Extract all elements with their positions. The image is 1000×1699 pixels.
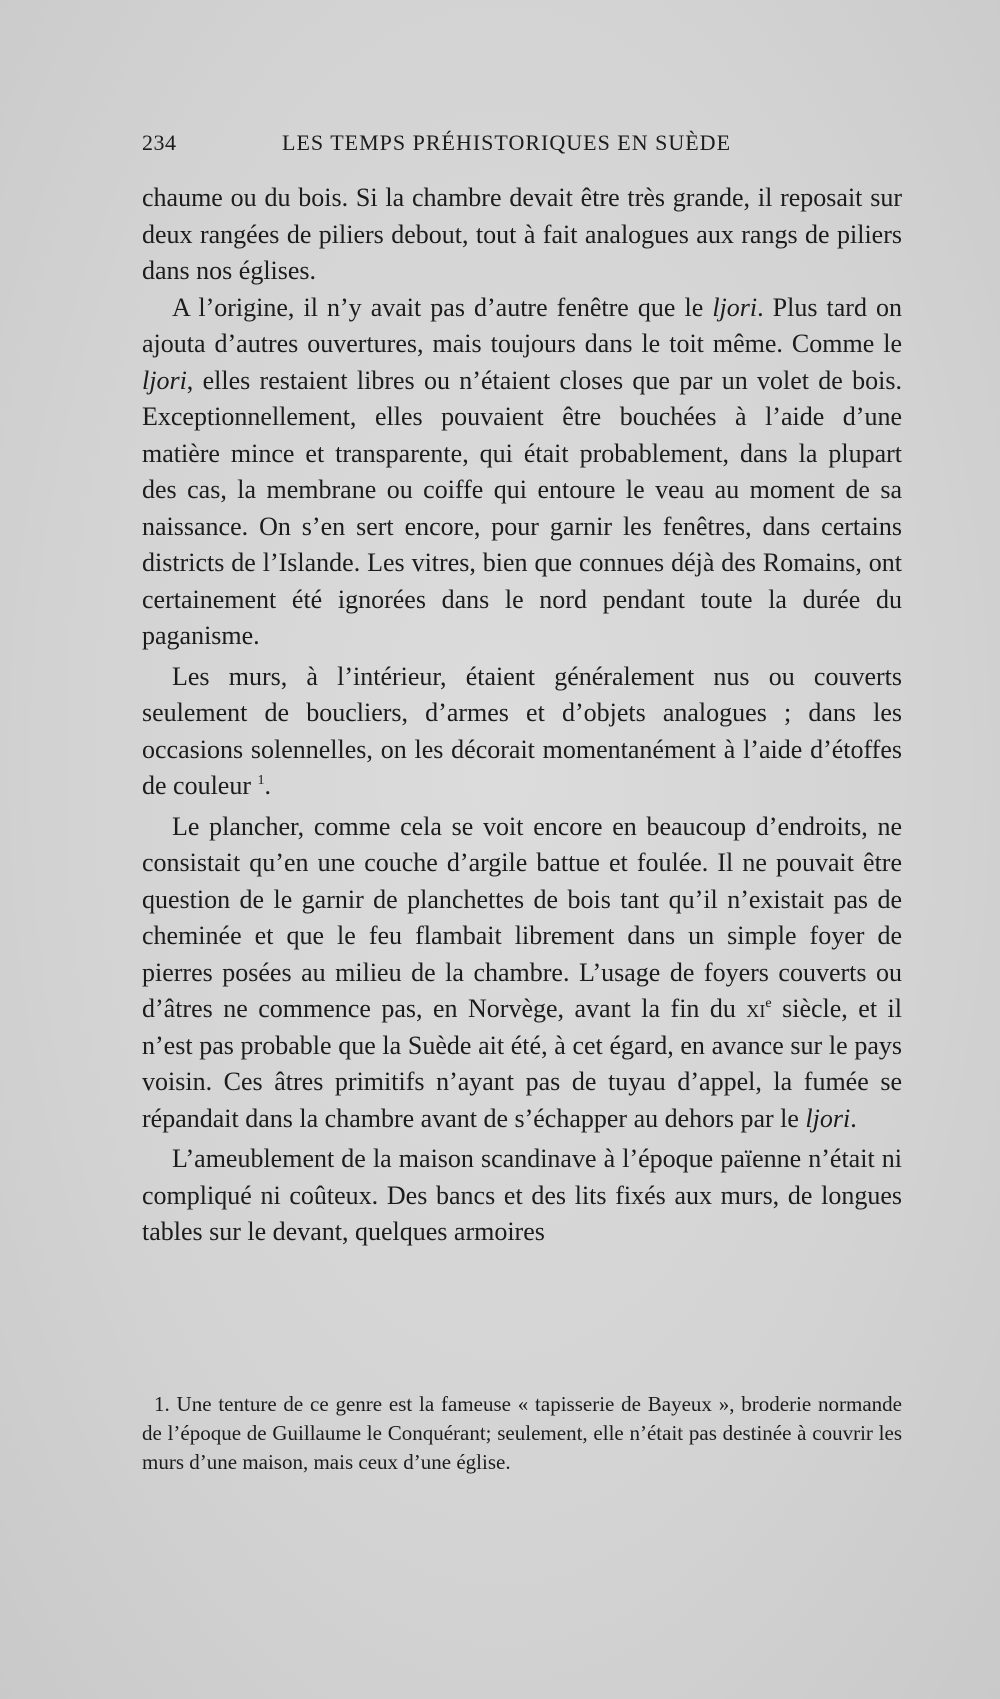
paragraph-4 — [142, 809, 902, 1138]
paragraph-2-text-b: . Plus tard on ajouta d’autres ouvertures, mais toujours dans le toit même. Comme le — [142, 292, 902, 358]
paragraph-4-text-a: Le plancher, comme cela se voit encore en beaucoup d’endroits, ne consistait qu’en une couche d’argile battue et foulée. Il ne pouvait être question de le garnir de planchettes de bois tant qu’il n’existait pas de cheminée et que le feu flambait librement dans un simple foyer de pierres posées au milieu de la chambre. L’usage de foyers couverts ou d’âtres ne commence pas, en Norvège, avant la fin du — [142, 811, 902, 1023]
paragraph-3-text-a: Les murs, à l’intérieur, étaient généralement nus ou couverts seulement de boucliers, d’armes et d’objets analogues ; dans les occasions solennelles, on les décorait momentanément à l’aide d’étoffes de couleur — [142, 661, 902, 800]
running-title: LES TEMPS PRÉHISTORIQUES EN SUÈDE — [282, 130, 732, 155]
paragraph-2-text-a: A l’origine, il n’y avait pas d’autre fenêtre que le — [172, 292, 713, 322]
page-number: 234 — [142, 130, 177, 155]
century-numeral: xi — [746, 994, 766, 1023]
italic-term-ljori: ljori — [142, 365, 187, 395]
paragraph-5: L’ameublement de la maison scandinave à l’époque païenne n’était ni compliqué ni coûteux. Des bancs et des lits fixés aux murs, de longues tables sur le devant, quelques armoires — [142, 1144, 902, 1246]
running-header — [142, 130, 902, 162]
footnote-reference[interactable]: 1 — [257, 773, 265, 788]
paragraph-3-text-b: . — [264, 771, 272, 800]
paragraph-4-text-c: . — [850, 1103, 857, 1133]
paragraph-4-text-b: siècle, et il n’est pas probable que la Suède ait été, à cet égard, en avance sur le pays voisin. Ces âtres primitifs n’ayant pas de tuyau d’appel, la fumée se répandait dans la chambre avant de s’échapper au dehors par le — [142, 994, 902, 1133]
paragraph-2-text-c: , elles restaient libres ou n’étaient closes que par un volet de bois. Exceptionnellement, elles pouvaient être bouchées à l’aide d’une matière mince et transparente, qui était probablement, dans la plupart des cas, la membrane ou coiffe qui entoure le veau au moment de sa naissance. On s’en sert encore, pour garnir les fenêtres, dans certains districts de l’Islande. Les vitres, bien que connues déjà des Romains, ont certainement été ignorées dans le nord pendant toute la durée du paganisme. — [142, 365, 902, 650]
paragraph-1: chaume ou du bois. Si la chambre devait être très grande, il reposait sur deux rangées de piliers debout, tout à fait analogues aux rangs de piliers dans nos églises. — [142, 183, 902, 285]
century-superscript: e — [765, 996, 772, 1011]
body-text — [142, 180, 902, 1251]
footnote-text: 1. Une tenture de ce genre est la fameuse « tapisserie de Bayeux », broderie normande de l’époque de Guillaume le Conquérant; seulement, elle n’était pas destinée à couvrir les murs d’une maison, mais ceux d’une église. — [142, 1392, 902, 1474]
paragraph-3 — [142, 659, 902, 805]
italic-term-ljori: ljori — [805, 1103, 851, 1133]
footnote — [142, 1390, 902, 1477]
paragraph-2 — [142, 290, 902, 655]
italic-term-ljori: ljori — [712, 292, 758, 322]
